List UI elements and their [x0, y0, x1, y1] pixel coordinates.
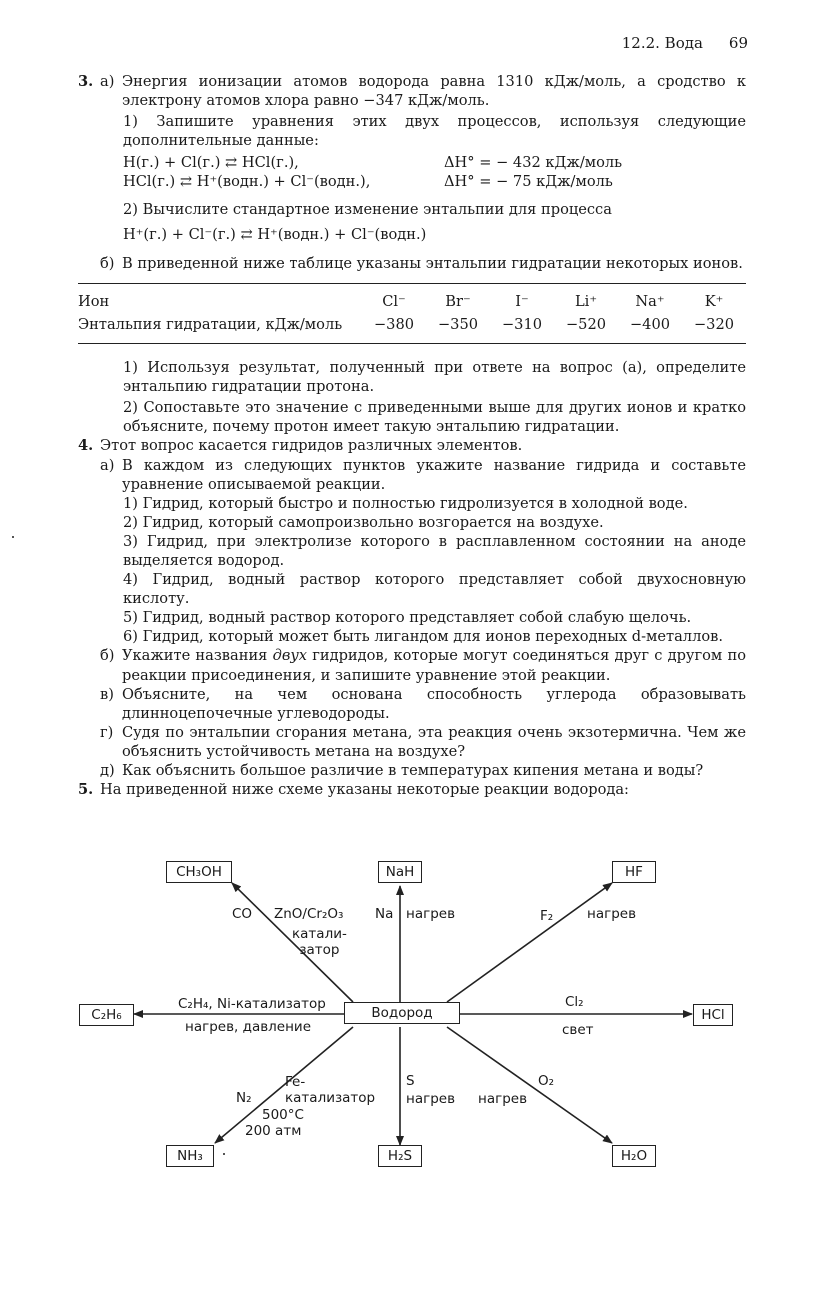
question-3-a — [78, 72, 746, 110]
label-light: свет — [562, 1022, 594, 1038]
q3-b2-text: 2) Сопоставьте это значение с приведенными выше для других ионов и кратко объясните, почему протон имеет такую энтальпию гидратации. — [123, 399, 746, 436]
table-row — [78, 283, 746, 313]
q4-e-text: Как объяснить большое различие в температурах кипения метана и воды? — [122, 762, 704, 779]
item-label: б) — [100, 647, 115, 665]
ion-cell: K⁺ — [704, 292, 724, 310]
label-o2: O₂ — [538, 1073, 555, 1089]
label-fe-catalyst: Fe- катализатор — [285, 1074, 376, 1106]
value-cell: −320 — [693, 315, 735, 333]
table-row-label: Энтальпия гидратации, кДж/моль — [78, 315, 343, 333]
box-h2o: H₂O — [612, 1145, 656, 1167]
page-number: 69 — [728, 34, 748, 52]
box-h2s: H₂S — [378, 1145, 422, 1167]
item-label: а) — [100, 456, 115, 474]
question-4-c — [78, 685, 746, 723]
eq2-right: ΔH° = − 75 кДж/моль — [444, 173, 613, 191]
scan-speck — [223, 1153, 225, 1155]
q3-b1-text: 1) Используя результат, полученный при ответе на вопрос (а), определите энтальпию гидратации протона. — [123, 359, 746, 396]
running-header — [622, 34, 748, 52]
eq1-left: H(г.) + Cl(г.) ⇄ HCl(г.), — [123, 154, 299, 172]
q3-b-text: В приведенной ниже таблице указаны энтальпии гидратации некоторых ионов. — [122, 254, 743, 272]
scan-speck — [12, 536, 14, 538]
equation-3: H⁺(г.) + Cl⁻(г.) ⇄ H⁺(водн.) + Cl⁻(водн.) — [123, 225, 427, 243]
question-3-number: 3. — [78, 73, 94, 90]
item-label: в) — [100, 685, 114, 703]
table-row-label: Ион — [78, 292, 110, 310]
label-n2: N₂ — [236, 1090, 252, 1106]
q3-a-text: Энергия ионизации атомов водорода равна 1310 кДж/моль, а сродство к электрону атомов хлора равно −347 кДж/моль. — [122, 73, 746, 110]
label-cl2: Cl₂ — [565, 994, 584, 1010]
table-row — [78, 313, 746, 344]
question-4-e — [78, 761, 746, 780]
box-nah: NaH — [378, 861, 422, 883]
item-label: д) — [100, 762, 115, 779]
label-c2h4-catalyst: C₂H₄, Ni-катализатор — [178, 996, 326, 1012]
equation-2 — [123, 172, 746, 191]
arrow-to-hf — [447, 883, 612, 1002]
question-5 — [78, 780, 746, 799]
label-heat-pressure: нагрев, давление — [185, 1019, 312, 1035]
section-title: 12.2. Вода — [621, 34, 703, 52]
value-cell: −400 — [629, 315, 671, 333]
q4-a-text: В каждом из следующих пунктов укажите название гидрида и составьте уравнение описываемой реакции. — [122, 456, 746, 493]
box-hf: HF — [612, 861, 656, 883]
q3-a1-text: 1) Запишите уравнения этих двух процессов, используя следующие дополнительные данные: — [123, 113, 746, 150]
label-zno-cr2o3: ZnO/Cr₂O₃ — [274, 906, 344, 922]
item-label: а) — [100, 73, 115, 90]
list-item: 4) Гидрид, водный раствор которого представляет собой двухосновную кислоту. — [123, 571, 746, 608]
hydration-enthalpy-table — [78, 283, 746, 344]
item-label: г) — [100, 723, 114, 741]
q3-a2-text: 2) Вычислите стандартное изменение энтальпии для процесса — [123, 200, 612, 218]
arrow-to-h2o — [447, 1027, 612, 1143]
box-ch3oh: CH₃OH — [166, 861, 232, 883]
question-3-b — [78, 254, 746, 273]
question-4-b — [78, 646, 746, 684]
label-heat-h2s: нагрев — [406, 1091, 456, 1107]
label-heat-nah: нагрев — [406, 906, 456, 922]
box-hydrogen: Водород — [344, 1002, 460, 1024]
label-co: CO — [232, 906, 253, 922]
label-na: Na — [375, 906, 394, 922]
list-item: 6) Гидрид, который может быть лигандом для ионов переходных d-металлов. — [123, 628, 723, 646]
value-cell: −350 — [437, 315, 479, 333]
question-4-a — [78, 456, 746, 494]
body-text — [78, 72, 746, 799]
ion-cell: Cl⁻ — [382, 292, 406, 310]
question-4-number: 4. — [78, 437, 94, 455]
box-nh3: NH₃ — [166, 1145, 214, 1167]
ion-cell: Na⁺ — [635, 292, 665, 310]
list-item: 1) Гидрид, который быстро и полностью гидролизуется в холодной воде. — [123, 494, 688, 512]
q4-b-text — [122, 646, 746, 684]
q4-c-text: Объясните, на чем основана способность углерода образовывать длинноцепочечные углеводороды. — [122, 685, 746, 722]
label-s: S — [406, 1073, 415, 1089]
q4-b-text-pre: Укажите названия — [122, 647, 273, 665]
label-pressure: 200 атм — [245, 1123, 302, 1139]
question-5-number: 5. — [78, 781, 94, 799]
ion-cell: Br⁻ — [445, 292, 471, 310]
equation-1 — [123, 153, 746, 172]
q4-intro: Этот вопрос касается гидридов различных элементов. — [100, 437, 523, 455]
ion-cell: I⁻ — [515, 292, 529, 310]
q4-d-text: Судя по энтальпии сгорания метана, эта реакция очень экзотермична. Чем же объяснить устойчивость метана на воздухе? — [122, 723, 746, 760]
question-4 — [78, 436, 746, 455]
list-item: 5) Гидрид, водный раствор которого представляет собой слабую щелочь. — [123, 609, 692, 627]
label-f2: F₂ — [540, 908, 554, 924]
value-cell: −380 — [373, 315, 415, 333]
hydrogen-reactions-diagram — [0, 840, 820, 1180]
label-heat-hf: нагрев — [587, 906, 637, 922]
box-c2h6: C₂H₆ — [79, 1004, 134, 1026]
q4-b-text-post: гидридов, которые могут соединяться друг с другом по реакции присоединения, и запишите уравнение этой реакции. — [122, 647, 746, 684]
label-heat-h2o: нагрев — [478, 1091, 528, 1107]
q4-b-emphasis: двух — [272, 647, 308, 665]
list-item: 2) Гидрид, который самопроизвольно возгорается на воздухе. — [123, 513, 604, 531]
list-item: 3) Гидрид, при электролизе которого в расплавленном состоянии на аноде выделяется водород. — [123, 532, 746, 569]
eq2-left: HCl(г.) ⇄ H⁺(водн.) + Cl⁻(водн.), — [123, 173, 371, 191]
value-cell: −310 — [501, 315, 543, 333]
ion-cell: Li⁺ — [574, 292, 598, 310]
value-cell: −520 — [565, 315, 607, 333]
item-label: б) — [100, 254, 115, 272]
q5-intro: На приведенной ниже схеме указаны некоторые реакции водорода: — [100, 781, 629, 799]
question-4-d — [78, 723, 746, 761]
eq1-right: ΔH° = − 432 кДж/моль — [444, 154, 623, 172]
label-temperature: 500°C — [262, 1107, 304, 1123]
label-catalyst: катали- затор — [292, 926, 347, 958]
box-hcl: HCl — [693, 1004, 733, 1026]
